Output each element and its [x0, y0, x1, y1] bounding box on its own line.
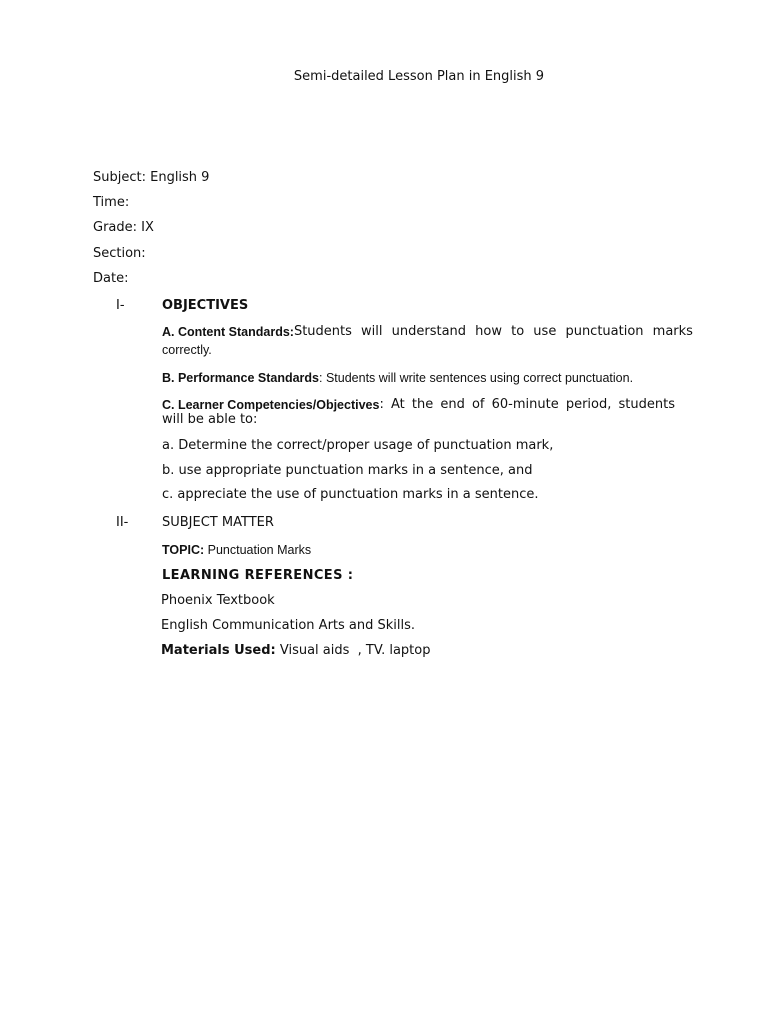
content-standards-text: Students will understand how to use punctuation marks — [293, 324, 693, 339]
section2-numeral: II- — [116, 515, 129, 530]
performance-standards-line — [162, 370, 633, 386]
grade-line: Grade: IX — [93, 220, 154, 235]
learner-competencies-line1 — [162, 397, 675, 413]
topic-label: TOPIC: — [162, 543, 205, 557]
content-standards-label: A. Content Standards: — [162, 325, 294, 339]
topic-line — [162, 542, 311, 558]
reference-item-1: Phoenix Textbook — [161, 593, 275, 608]
time-line: Time: — [93, 195, 130, 210]
performance-standards-text: : Students will write sentences using correct punctuation. — [319, 371, 634, 385]
date-line: Date: — [93, 271, 129, 286]
learner-competencies-text: : At the end of 60-minute period, students — [379, 397, 675, 412]
materials-line — [161, 643, 430, 659]
performance-standards-label: B. Performance Standards — [162, 371, 319, 385]
objective-item-b: b. use appropriate punctuation marks in a sentence, and — [162, 463, 533, 478]
section1-numeral: I- — [116, 298, 125, 313]
learner-competencies-label: C. Learner Competencies/Objectives — [162, 398, 380, 412]
learner-competencies-line2: will be able to: — [162, 412, 258, 427]
subject-matter-heading: SUBJECT MATTER — [162, 515, 274, 530]
topic-value: Punctuation Marks — [204, 543, 312, 557]
objective-item-c: c. appreciate the use of punctuation marks in a sentence. — [162, 487, 539, 502]
materials-value: Visual aids , TV. laptop — [275, 643, 431, 658]
content-standards-line1 — [162, 324, 693, 340]
materials-label: Materials Used: — [161, 643, 276, 658]
content-standards-line2: correctly. — [162, 343, 212, 357]
document-title: Semi-detailed Lesson Plan in English 9 — [293, 69, 545, 84]
objective-item-a: a. Determine the correct/proper usage of punctuation mark, — [162, 438, 554, 453]
objectives-heading: OBJECTIVES — [162, 298, 249, 313]
learning-references-heading: LEARNING REFERENCES : — [162, 568, 354, 583]
reference-item-2: English Communication Arts and Skills. — [161, 618, 416, 633]
section-line: Section: — [93, 246, 146, 261]
subject-line: Subject: English 9 — [93, 170, 210, 185]
